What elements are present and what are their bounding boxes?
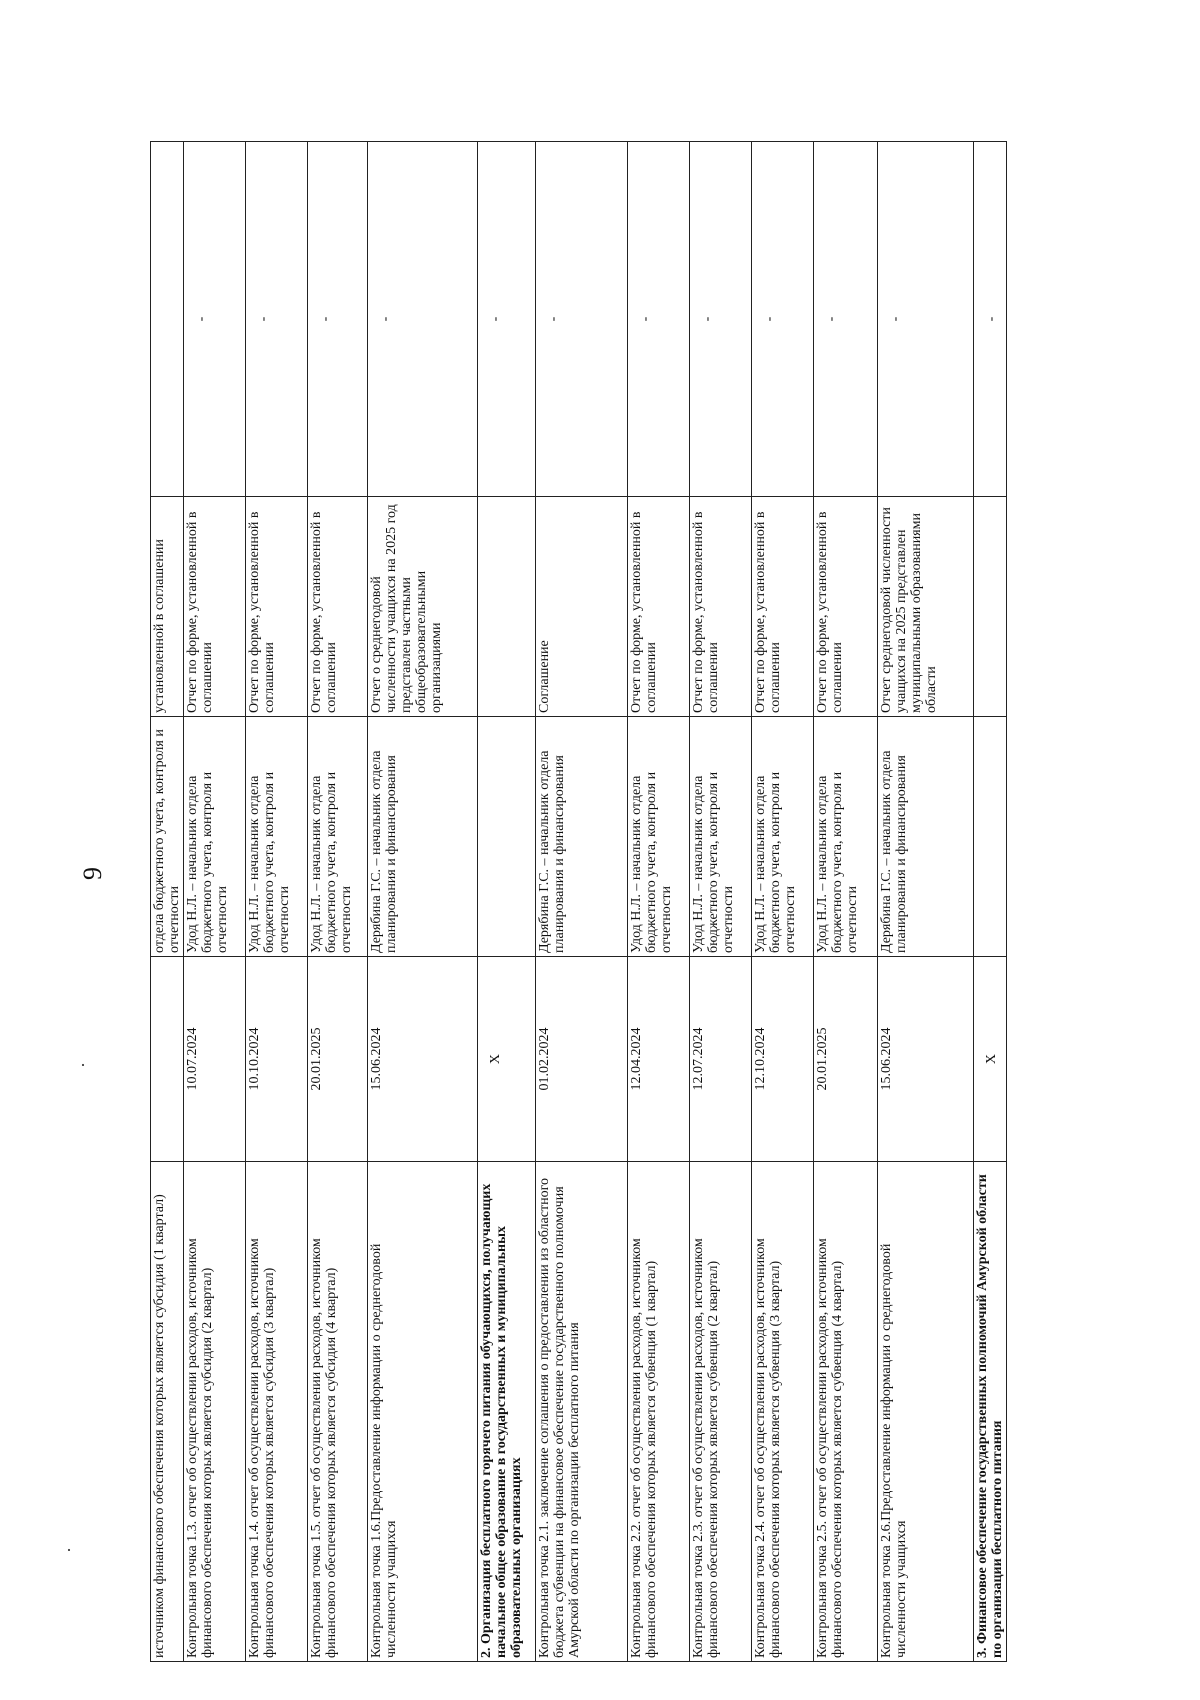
- responsible-cell: Удод Н.Л. – начальник отдела бюджетного учета, контроля и отчетности: [308, 717, 368, 957]
- note-cell: -: [536, 142, 628, 497]
- event-cell: Контрольная точка 2.5. отчет об осуществлении расходов, источником финансового обеспечения которых является субвенция (4 квартал): [814, 1162, 878, 1662]
- table-row: [478, 142, 536, 1662]
- table-row: [536, 142, 628, 1662]
- event-cell: источником финансового обеспечения которых является субсидия (1 квартал): [151, 1162, 184, 1662]
- document-cell: Отчет по форме, установленной в соглашении: [308, 497, 368, 717]
- note-cell: -: [974, 142, 1007, 497]
- note-cell: -: [184, 142, 246, 497]
- event-cell: Контрольная точка 2.1. заключение соглашения о предоставлении из областного бюджета субвенции на финансовое обеспечение государственного полномочия Амурской области по организации бесплатного питания: [536, 1162, 628, 1662]
- note-cell: [151, 142, 184, 497]
- date-cell: 01.02.2024: [536, 957, 628, 1162]
- document-cell: [478, 497, 536, 717]
- note-cell: -: [368, 142, 478, 497]
- responsible-cell: Удод Н.Л. – начальник отдела бюджетного учета, контроля и отчетности: [752, 717, 814, 957]
- note-cell: -: [246, 142, 308, 497]
- responsible-cell: Удод Н.Л. – начальник отдела бюджетного учета, контроля и отчетности: [184, 717, 246, 957]
- document-cell: Отчет по форме, установленной в соглашении: [184, 497, 246, 717]
- note-cell: -: [628, 142, 690, 497]
- event-cell: 3. Финансовое обеспечение государственных полномочий Амурской области по организации бесплатного питания: [974, 1162, 1007, 1662]
- note-cell: -: [478, 142, 536, 497]
- date-cell: 15.06.2024: [368, 957, 478, 1162]
- responsible-cell: Удод Н.Л. – начальник отдела бюджетного учета, контроля и отчетности: [246, 717, 308, 957]
- event-cell: Контрольная точка 1.4. отчет об осуществлении расходов, источником финансового обеспечения которых является субсидия (3 квартал): [246, 1162, 308, 1662]
- event-cell: Контрольная точка 1.5. отчет об осуществлении расходов, источником финансового обеспечения которых является субсидия (4 квартал): [308, 1162, 368, 1662]
- responsible-cell: [478, 717, 536, 957]
- document-cell: установленной в соглашении: [151, 497, 184, 717]
- note-cell: -: [308, 142, 368, 497]
- event-cell: Контрольная точка 2.4. отчет об осуществлении расходов, источником финансового обеспечения которых является субвенция (3 квартал): [752, 1162, 814, 1662]
- table-row: [246, 142, 308, 1662]
- responsible-cell: Удод Н.Л. – начальник отдела бюджетного учета, контроля и отчетности: [628, 717, 690, 957]
- table-row: [151, 142, 184, 1662]
- responsible-cell: [974, 717, 1007, 957]
- event-cell: 2. Организация бесплатного горячего питания обучающихся, получающих начальное общее образование в государственных и муниципальных образовательных организациях: [478, 1162, 536, 1662]
- responsible-cell: Дерябина Г.С. – начальник отдела планирования и финансирования: [536, 717, 628, 957]
- document-cell: Отчет по форме, установленной в соглашении: [814, 497, 878, 717]
- table-row: [368, 142, 478, 1662]
- note-cell: -: [690, 142, 752, 497]
- note-cell: -: [752, 142, 814, 497]
- event-cell: Контрольная точка 1.3. отчет об осуществлении расходов, источником финансового обеспечения которых является субсидия (2 квартал): [184, 1162, 246, 1662]
- note-cell: -: [814, 142, 878, 497]
- responsible-cell: Дерябина Г.С. – начальник отдела планирования и финансирования: [368, 717, 478, 957]
- responsible-cell: Удод Н.Л. – начальник отдела бюджетного учета, контроля и отчетности: [814, 717, 878, 957]
- document-cell: Отчет о среднегодовой численности учащихся на 2025 год представлен частными общеобразовательными организациями: [368, 497, 478, 717]
- rotated-table-container: [150, 142, 1055, 1662]
- date-cell: 20.01.2025: [814, 957, 878, 1162]
- event-cell: Контрольная точка 1.6.Предоставление информации о среднегодовой численности учащихся: [368, 1162, 478, 1662]
- table-row: [814, 142, 878, 1662]
- date-cell: Х: [478, 957, 536, 1162]
- event-cell: Контрольная точка 2.6.Предоставление информации о среднегодовой численности учащихся: [878, 1162, 974, 1662]
- table-row: [878, 142, 974, 1662]
- scan-speck: ·: [80, 1055, 86, 1075]
- table-row: [628, 142, 690, 1662]
- event-cell: Контрольная точка 2.3. отчет об осуществлении расходов, источником финансового обеспечения которых является субвенция (2 квартал): [690, 1162, 752, 1662]
- note-cell: -: [878, 142, 974, 497]
- page-number: 9: [78, 867, 107, 880]
- document-cell: Отчет по форме, установленной в соглашении: [628, 497, 690, 717]
- responsible-cell: Дерябина Г.С. – начальник отдела планирования и финансирования: [878, 717, 974, 957]
- table-row: [752, 142, 814, 1662]
- table-row: [184, 142, 246, 1662]
- date-cell: 12.04.2024: [628, 957, 690, 1162]
- control-points-table: [150, 141, 1007, 1662]
- date-cell: 10.10.2024: [246, 957, 308, 1162]
- date-cell: 20.01.2025: [308, 957, 368, 1162]
- document-cell: [974, 497, 1007, 717]
- table-row: [690, 142, 752, 1662]
- document-cell: Отчет по форме, установленной в соглашении: [752, 497, 814, 717]
- date-cell: 12.10.2024: [752, 957, 814, 1162]
- document-cell: Отчет по форме, установленной в соглашении: [246, 497, 308, 717]
- date-cell: [151, 957, 184, 1162]
- scan-speck: ·: [66, 1540, 72, 1560]
- document-cell: Соглашение: [536, 497, 628, 717]
- responsible-cell: отдела бюджетного учета, контроля и отчетности: [151, 717, 184, 957]
- date-cell: Х: [974, 957, 1007, 1162]
- table-row: [974, 142, 1007, 1662]
- date-cell: 10.07.2024: [184, 957, 246, 1162]
- responsible-cell: Удод Н.Л. – начальник отдела бюджетного учета, контроля и отчетности: [690, 717, 752, 957]
- date-cell: 12.07.2024: [690, 957, 752, 1162]
- event-cell: Контрольная точка 2.2. отчет об осуществлении расходов, источником финансового обеспечения которых является субвенция (1 квартал): [628, 1162, 690, 1662]
- document-cell: Отчет среднегодовой численности учащихся на 2025 представлен муниципальными образованиями области: [878, 497, 974, 717]
- table-row: [308, 142, 368, 1662]
- date-cell: 15.06.2024: [878, 957, 974, 1162]
- document-cell: Отчет по форме, установленной в соглашении: [690, 497, 752, 717]
